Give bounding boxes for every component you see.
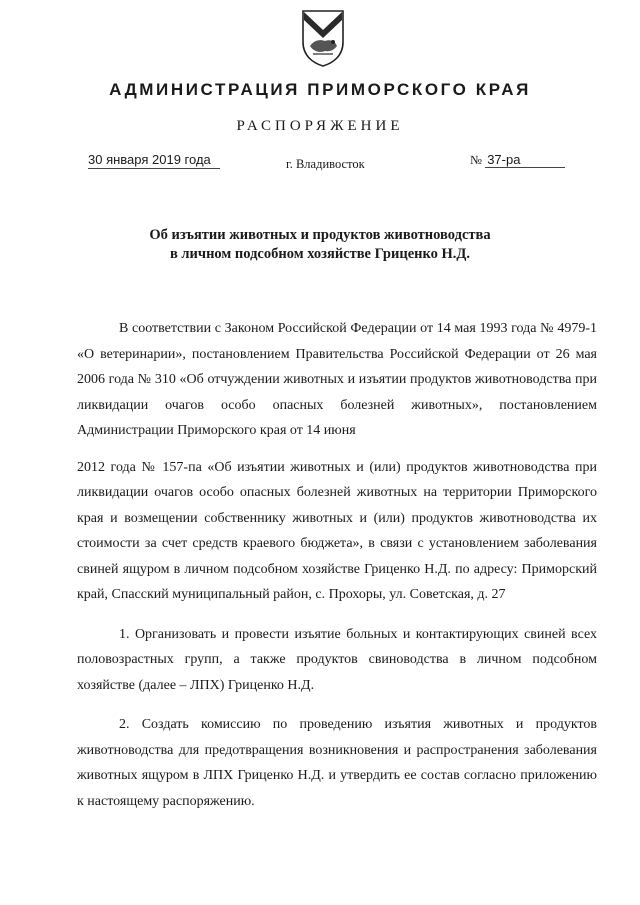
document-date: 30 января 2019 года (88, 152, 220, 169)
organization-title: АДМИНИСТРАЦИЯ ПРИМОРСКОГО КРАЯ (109, 80, 531, 99)
coat-of-arms-icon (300, 8, 346, 68)
document-type: РАСПОРЯЖЕНИЕ (236, 118, 404, 134)
item-1: 1. Организовать и провести изъятие больных и контактирующих свиней всех половозрастных групп, а также продуктов свиноводства в личном подсобном хозяйстве (далее – ЛПХ) Гриценко Н.Д. (77, 626, 597, 693)
document-number (470, 152, 565, 168)
document-subject (0, 226, 640, 264)
number-value: 37-ра (485, 152, 565, 168)
subject-line-2: в личном подсобном хозяйстве Гриценко Н.Д. (169, 246, 471, 262)
number-label: № (470, 153, 482, 167)
item-2: 2. Создать комиссию по проведению изъятия животных и продуктов животноводства для предотвращения возникновения и распространения заболевания животных ящуром в ЛПХ Гриценко Н.Д. и утвердить ее состав согласно приложению к настоящему распоряжению. (77, 717, 597, 809)
subject-line-1: Об изъятии животных и продуктов животноводства (149, 227, 491, 243)
document-body (77, 316, 597, 825)
preamble-part-2: 2012 года № 157-па «Об изъятии животных и (или) продуктов животноводства при ликвидации очагов особо опасных болезней животных на территории Приморского края и возмещении собственнику животных и (или) продуктов животноводства их стоимости за счет средств краевого бюджета», в связи с установлением заболевания свиней ящуром в личном подсобном хозяйстве Гриценко Н.Д. по адресу: Приморский край, Спасский муниципальный район, с. Прохоры, ул. Советская, д. 27 (77, 459, 597, 602)
preamble-part-1: В соответствии с Законом Российской Федерации от 14 мая 1993 года № 4979-1 «О ветеринарии», постановлением Правительства Российской Федерации от 26 мая 2006 года № 310 «Об отчуждении животных и изъятии продуктов животноводства при ликвидации очагов особо опасных болезней животных», постановлением Администрации Приморского края от 14 июня (77, 321, 597, 438)
document-city: г. Владивосток (286, 157, 365, 171)
